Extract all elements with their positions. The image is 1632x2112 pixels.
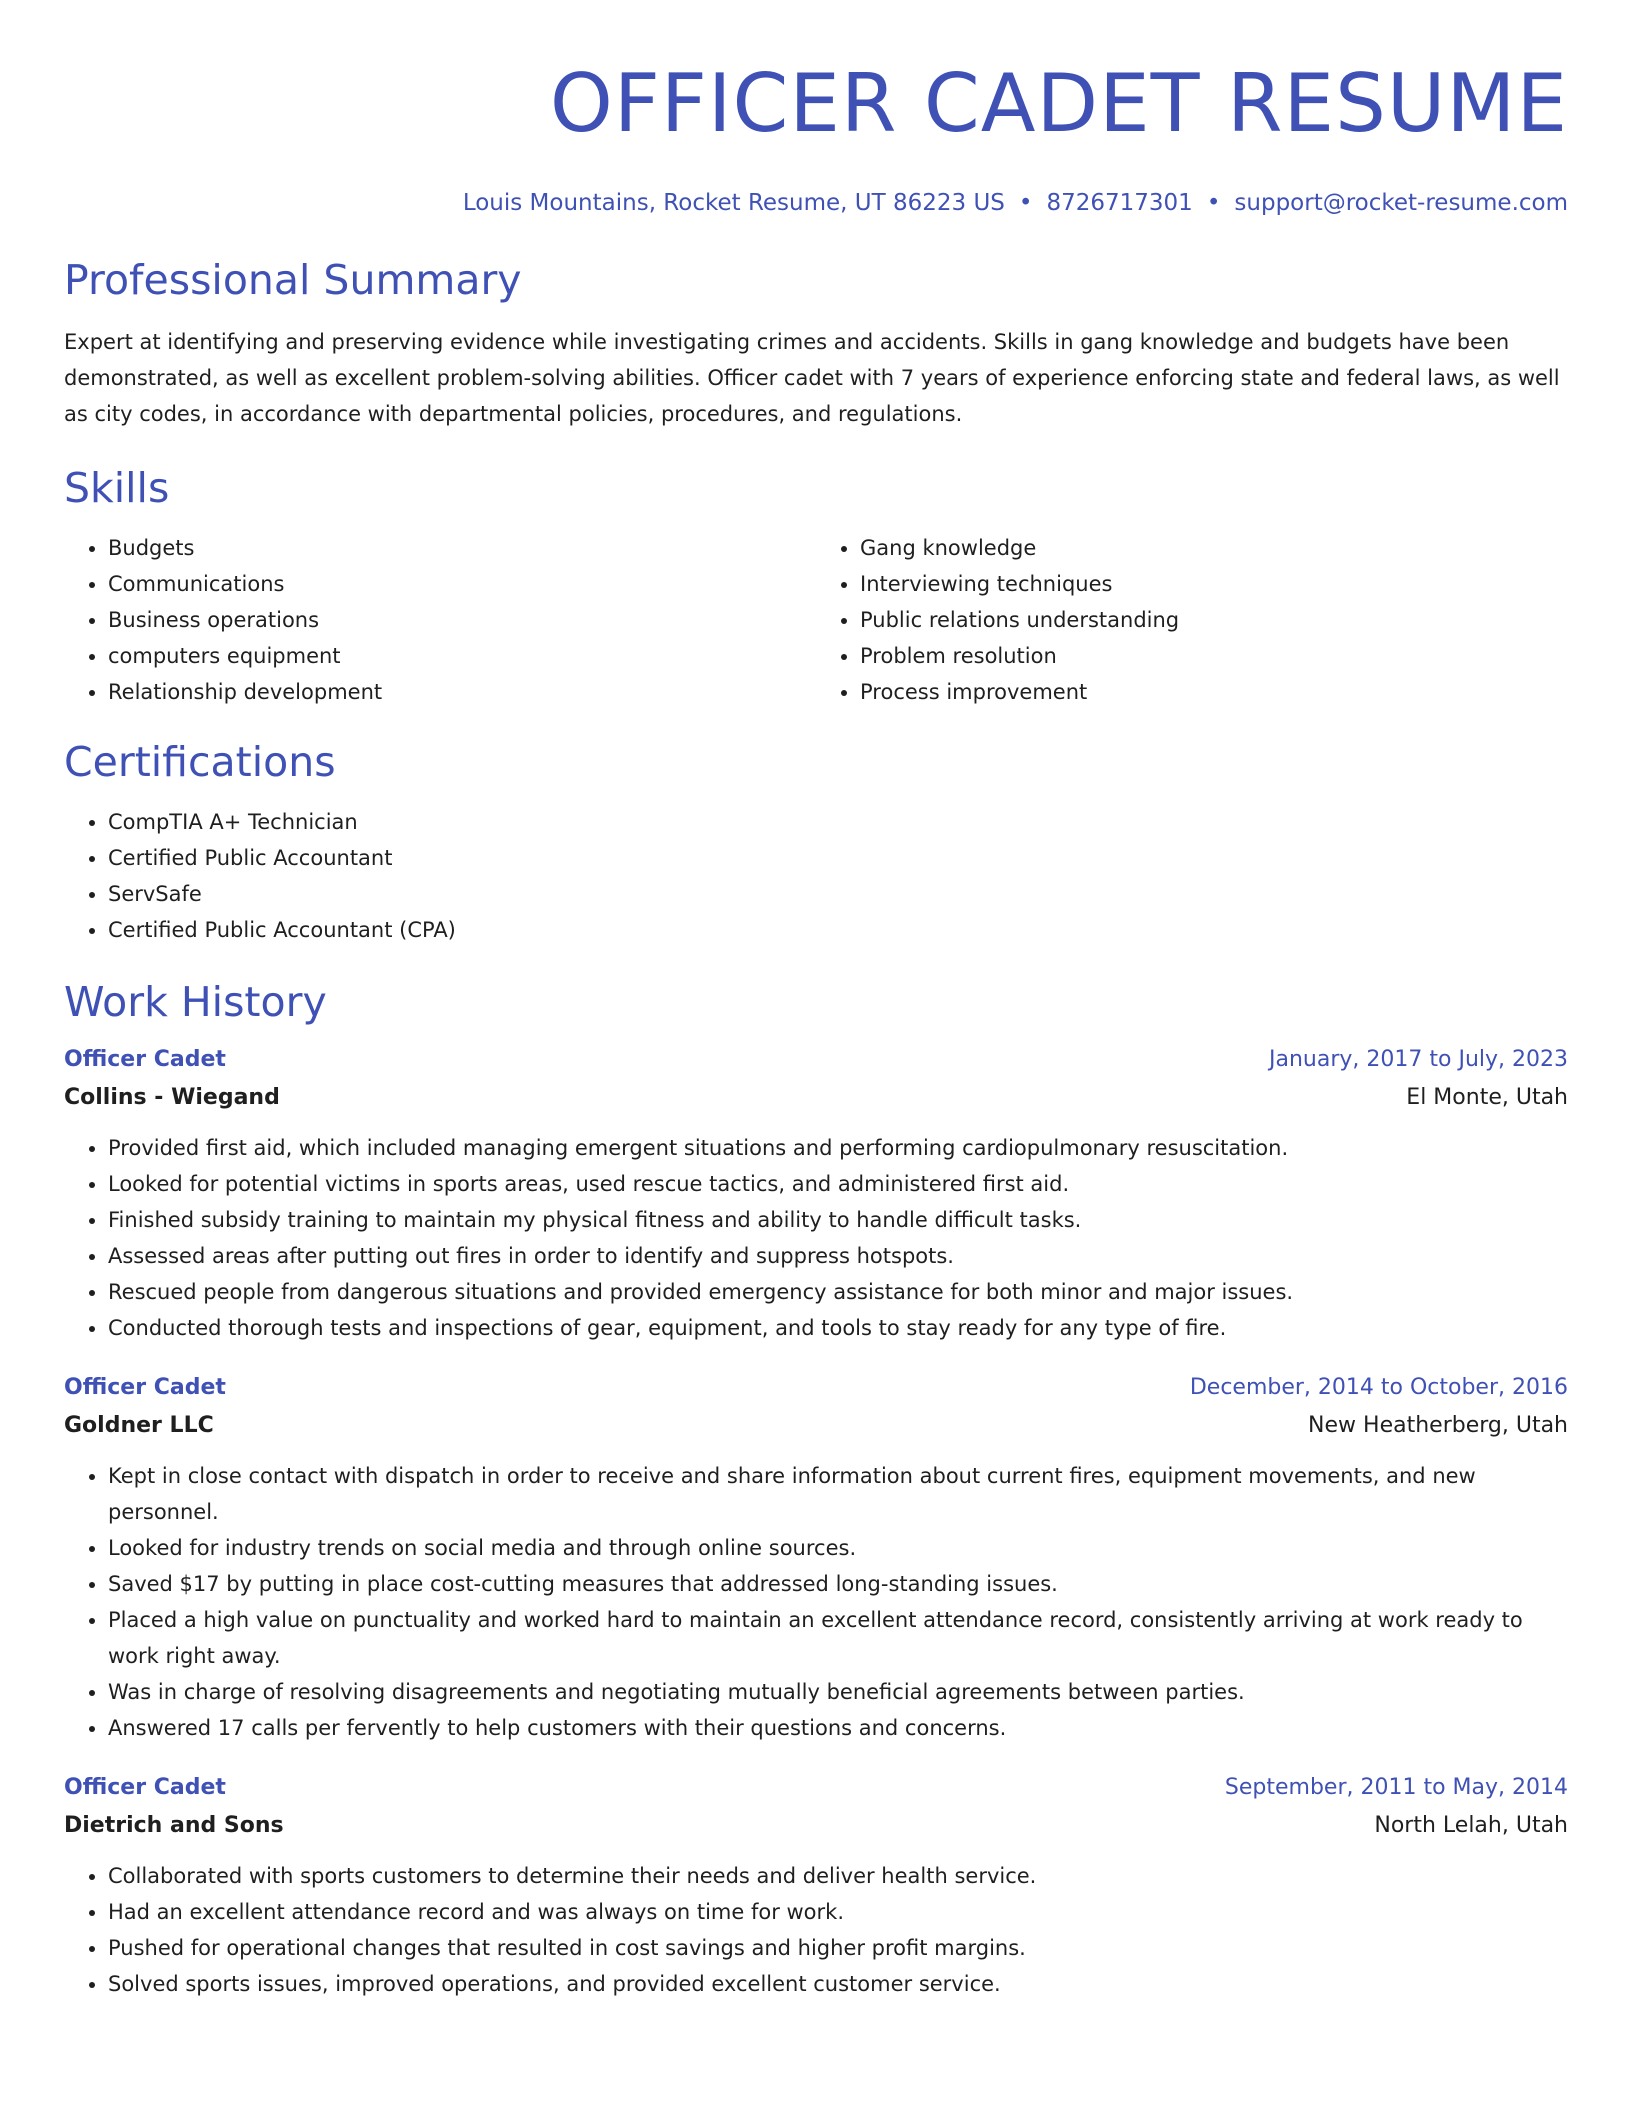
- job-company-row: [64, 1406, 1568, 1446]
- job-duty: • Pushed for operational changes that resulted in cost savings and higher profit margins.: [108, 1930, 1568, 1966]
- contact-line: [64, 186, 1568, 220]
- job-duty: • Saved $17 by putting in place cost-cutting measures that addressed long-standing issues.: [108, 1566, 1568, 1602]
- job-duty: • Rescued people from dangerous situations and provided emergency assistance for both minor and major issues.: [108, 1274, 1568, 1310]
- skill-item: • computers equipment: [108, 638, 816, 674]
- job-duty: • Collaborated with sports customers to determine their needs and deliver health service.: [108, 1858, 1568, 1894]
- contact-email: support@rocket-resume.com: [1234, 190, 1568, 216]
- contact-separator: •: [1206, 190, 1221, 216]
- job-company: Goldner LLC: [64, 1413, 214, 1438]
- job-dates: September, 2011 to May, 2014: [1224, 1775, 1568, 1800]
- skills-list-left: [64, 530, 816, 710]
- contact-address: Louis Mountains, Rocket Resume, UT 86223 US: [462, 190, 1005, 216]
- skill-item: • Problem resolution: [860, 638, 1568, 674]
- job-duties-list: [64, 1130, 1568, 1346]
- job-duty: • Placed a high value on punctuality and worked hard to maintain an excellent attendance record, consistently arriving at work ready to work right away.: [108, 1602, 1568, 1674]
- job-title: Officer Cadet: [64, 1775, 226, 1800]
- job-duty: • Had an excellent attendance record and was always on time for work.: [108, 1894, 1568, 1930]
- job-duty: • Looked for potential victims in sports areas, used rescue tactics, and administered first aid.: [108, 1166, 1568, 1202]
- job-duties-list: [64, 1858, 1568, 2002]
- job-header-row: [64, 1370, 1568, 1406]
- work-history-heading: Work History: [64, 978, 327, 1026]
- skills-heading: Skills: [64, 464, 170, 512]
- skill-item: • Business operations: [108, 602, 816, 638]
- job-company: Collins - Wiegand: [64, 1085, 280, 1110]
- certification-item: • Certified Public Accountant (CPA): [108, 912, 1568, 948]
- skill-item: • Public relations understanding: [860, 602, 1568, 638]
- skill-item: • Budgets: [108, 530, 816, 566]
- job-duty: • Assessed areas after putting out fires in order to identify and suppress hotspots.: [108, 1238, 1568, 1274]
- certifications-heading: Certifications: [64, 738, 336, 786]
- job-duty: • Provided first aid, which included managing emergent situations and performing cardiopulmonary resuscitation.: [108, 1130, 1568, 1166]
- job-company-row: [64, 1806, 1568, 1846]
- job-location: North Lelah, Utah: [1374, 1813, 1568, 1838]
- job-entry: [64, 1370, 1568, 1746]
- job-title: Officer Cadet: [64, 1047, 226, 1072]
- job-entry: [64, 1770, 1568, 2002]
- certifications-list: [64, 804, 1568, 948]
- certification-item: • ServSafe: [108, 876, 1568, 912]
- job-entry: [64, 1042, 1568, 1346]
- job-header-row: [64, 1042, 1568, 1078]
- job-duties-list: [64, 1458, 1568, 1746]
- job-dates: December, 2014 to October, 2016: [1189, 1375, 1568, 1400]
- job-duty: • Conducted thorough tests and inspections of gear, equipment, and tools to stay ready for any type of fire.: [108, 1310, 1568, 1346]
- skill-item: • Interviewing techniques: [860, 566, 1568, 602]
- resume-page: [64, 50, 1568, 2002]
- job-header-row: [64, 1770, 1568, 1806]
- job-duty: • Was in charge of resolving disagreements and negotiating mutually beneficial agreements between parties.: [108, 1674, 1568, 1710]
- contact-separator: •: [1018, 190, 1033, 216]
- skill-item: • Communications: [108, 566, 816, 602]
- job-location: New Heatherberg, Utah: [1308, 1413, 1568, 1438]
- skill-item: • Gang knowledge: [860, 530, 1568, 566]
- job-duty: • Answered 17 calls per fervently to help customers with their questions and concerns.: [108, 1710, 1568, 1746]
- job-duty: • Solved sports issues, improved operations, and provided excellent customer service.: [108, 1966, 1568, 2002]
- resume-title: OFFICER CADET RESUME: [549, 57, 1568, 150]
- job-dates: January, 2017 to July, 2023: [1269, 1047, 1568, 1072]
- job-title: Officer Cadet: [64, 1375, 226, 1400]
- job-duty: • Looked for industry trends on social media and through online sources.: [108, 1530, 1568, 1566]
- certification-item: • CompTIA A+ Technician: [108, 804, 1568, 840]
- job-location: El Monte, Utah: [1406, 1085, 1568, 1110]
- job-duty: • Kept in close contact with dispatch in order to receive and share information about current fires, equipment movements, and new personnel.: [108, 1458, 1568, 1530]
- job-company-row: [64, 1078, 1568, 1118]
- skill-item: • Process improvement: [860, 674, 1568, 710]
- skills-list-right: [816, 530, 1568, 710]
- skill-item: • Relationship development: [108, 674, 816, 710]
- summary-heading: Professional Summary: [64, 256, 522, 304]
- job-duty: • Finished subsidy training to maintain my physical fitness and ability to handle difficult tasks.: [108, 1202, 1568, 1238]
- summary-text: Expert at identifying and preserving evidence while investigating crimes and accidents. Skills in gang knowledge and budgets have been demonstrated, as well as excellent problem-solving abilities. Officer cadet with 7 years of experience enforcing state and federal laws, as well as city codes, in accordance with departmental policies, procedures, and regulations.: [64, 330, 1560, 426]
- job-company: Dietrich and Sons: [64, 1813, 284, 1838]
- skills-columns: [64, 530, 1568, 710]
- contact-phone: 8726717301: [1046, 190, 1193, 216]
- certification-item: • Certified Public Accountant: [108, 840, 1568, 876]
